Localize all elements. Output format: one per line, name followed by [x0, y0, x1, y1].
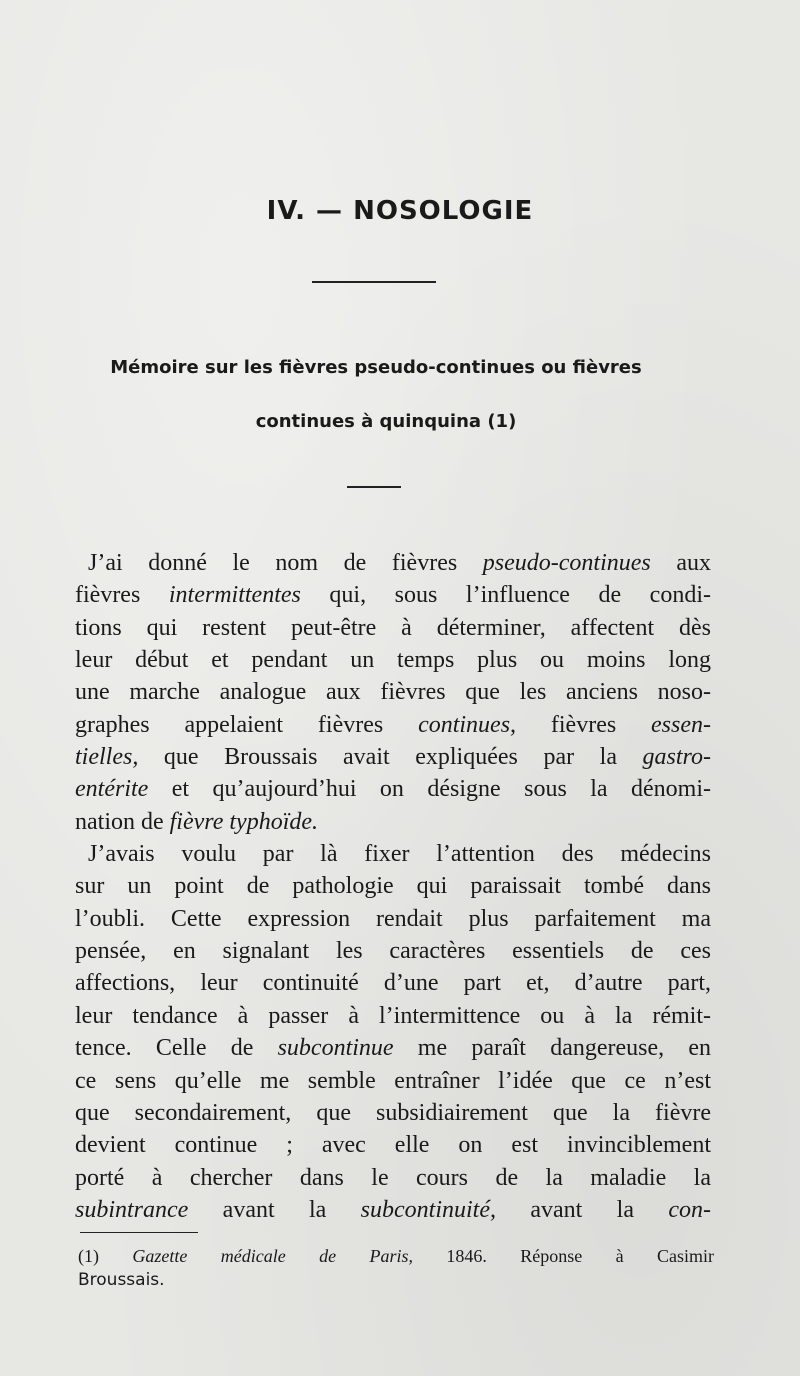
section-rule — [347, 486, 401, 488]
footnote-line-1: (1) Gazette médicale de Paris, 1846. Réponse à Casimir — [78, 1246, 714, 1266]
text-line: ce sens qu’elle me semble entraîner l’idée que ce n’est — [75, 1067, 711, 1094]
text-line: l’oubli. Cette expression rendait plus parfaitement ma — [75, 905, 711, 932]
italic-term: fièvre typhoïde. — [169, 808, 319, 835]
text-line: leur début et pendant un temps plus ou moins long — [75, 647, 711, 674]
text-line: une marche analogue aux fièvres que les anciens noso- — [75, 679, 711, 706]
italic-term: subcontinue — [277, 1035, 394, 1062]
footnote-line-2: Broussais. — [78, 1270, 165, 1290]
italic-term: intermittentes — [168, 582, 301, 609]
text-line: tielles, que Broussais avait expliquées par la gastro- — [75, 744, 711, 771]
text-line: tence. Celle de subcontinue me paraît dangereuse, en — [75, 1035, 711, 1062]
text-line: porté à chercher dans le cours de la maladie la — [75, 1164, 711, 1191]
italic-term: pseudo-continues — [482, 550, 651, 576]
body-text — [75, 547, 711, 1226]
title-rule — [312, 281, 436, 283]
text-line: nation de fièvre typhoïde. — [75, 808, 319, 835]
text-line: subintrance avant la subcontinuité, avant la con- — [75, 1196, 711, 1223]
italic-term: subcontinuité, — [360, 1196, 496, 1223]
text-line: tions qui restent peut-être à déterminer, affectent dès — [75, 614, 711, 641]
text-line: graphes appelaient fièvres continues, fièvres essen- — [75, 711, 712, 738]
text-line: affections, leur continuité d’une part et, d’autre part, — [75, 970, 711, 997]
italic-term: subintrance — [75, 1196, 189, 1223]
italic-term: continues, — [418, 711, 517, 738]
text-line: entérite et qu’aujourd’hui on désigne sous la dénomi- — [75, 776, 711, 803]
text-line: J’ai donné le nom de fièvres pseudo-continues aux — [88, 550, 711, 576]
footnote-rule — [80, 1232, 198, 1233]
footnote — [78, 1244, 714, 1292]
text-line: leur tendance à passer à l’intermittence ou à la rémit- — [75, 1002, 711, 1029]
italic-term: Gazette médicale de Paris, — [132, 1246, 413, 1266]
memoir-title-line-1: Mémoire sur les fièvres pseudo-continues ou fièvres — [110, 357, 642, 378]
text-line: que secondairement, que subsidiairement que la fièvre — [75, 1099, 711, 1126]
text-line: fièvres intermittentes qui, sous l’influence de condi- — [75, 582, 711, 609]
text-line: sur un point de pathologie qui paraissait tombé dans — [75, 873, 711, 900]
text-line: devient continue ; avec elle on est invinciblement — [75, 1132, 711, 1159]
italic-term: entérite — [75, 776, 149, 803]
text-line: pensée, en signalant les caractères essentiels de ces — [75, 938, 711, 965]
italic-term: gastro- — [642, 744, 711, 771]
italic-term: con- — [668, 1196, 711, 1223]
text-line: J’avais voulu par là fixer l’attention des médecins — [88, 841, 711, 868]
memoir-title-line-2: continues à quinquina (1) — [255, 411, 517, 432]
chapter-title: IV. — NOSOLOGIE — [266, 196, 534, 226]
italic-term: tielles, — [75, 744, 139, 771]
italic-term: essen- — [651, 711, 712, 738]
